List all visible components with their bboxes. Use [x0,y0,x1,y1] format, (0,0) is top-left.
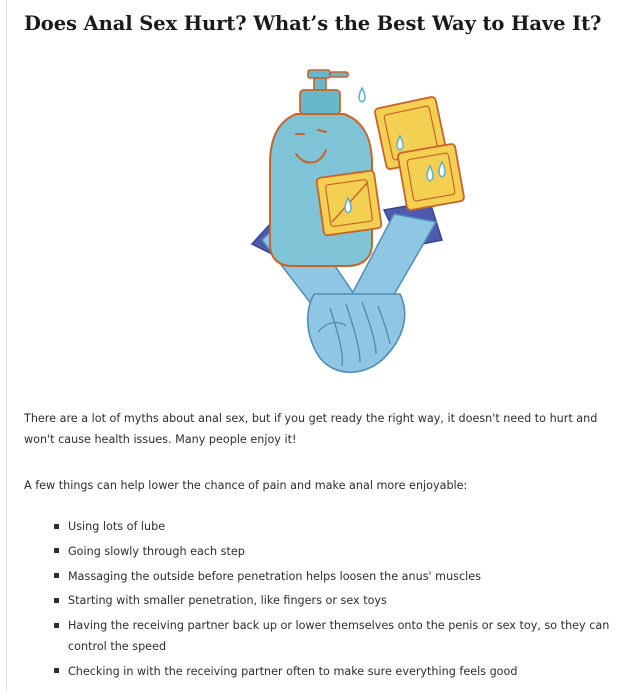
clasped-hands [308,294,405,372]
tips-intro-paragraph: A few things can help lower the chance of pain and make anal more enjoyable: [24,479,468,492]
article-title: Does Anal Sex Hurt? What’s the Best Way to Have It? [24,12,602,35]
page-left-border [6,0,7,692]
list-item: Starting with smaller penetration, like fingers or sex toys [54,590,614,611]
list-item: Having the receiving partner back up or lower themselves onto the penis or sex toy, so they can control the speed [54,615,614,657]
list-item: Using lots of lube [54,516,614,537]
list-item: Massaging the outside before penetration helps loosen the anus' muscles [54,566,614,587]
intro-paragraph: There are a lot of myths about anal sex, but if you get ready the right way, it doesn't need to hurt and won't cause health issues. Many people enjoy it! [24,412,598,446]
tips-list [54,516,614,686]
list-item: Going slowly through each step [54,541,614,562]
lube-bottle-and-holding-hands-icon [234,62,474,380]
list-item: Checking in with the receiving partner often to make sure everything feels good [54,661,614,682]
bottle-pump [300,70,348,114]
